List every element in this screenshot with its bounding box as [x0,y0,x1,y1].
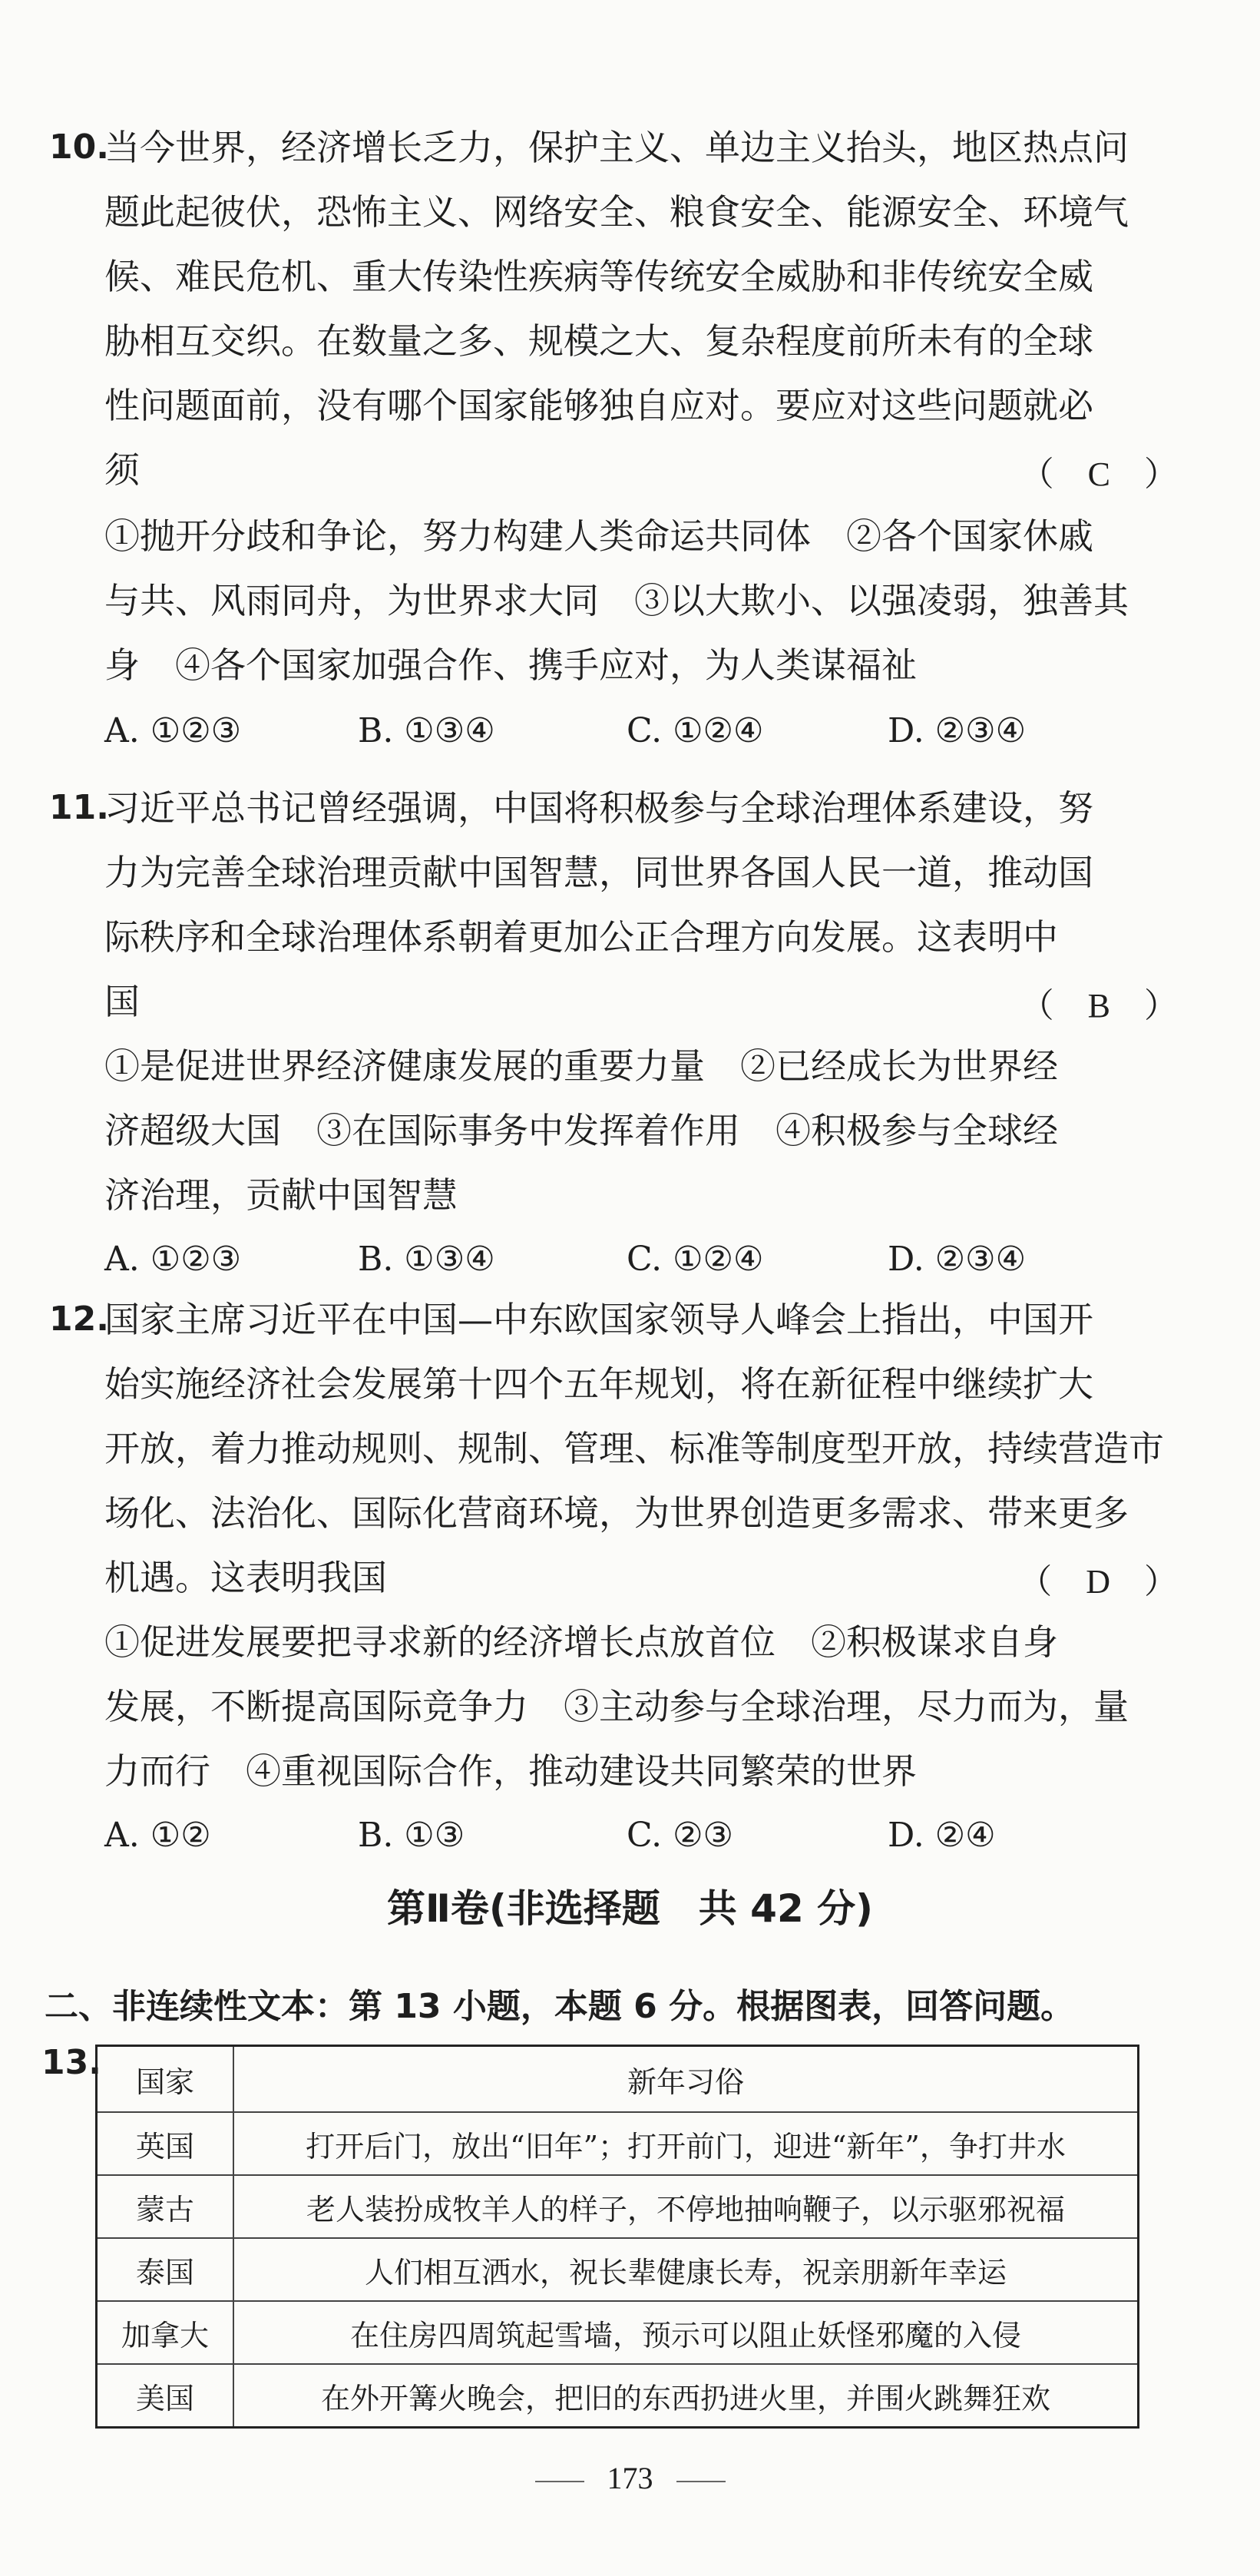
question-text-line: 国家主席习近平在中国—中东欧国家领导人峰会上指出，中国开 [104,1299,1093,1340]
question-10 [49,115,1186,750]
option-a: A. ①②③ [104,711,242,750]
answer-bracket: （ B ） [1020,987,1178,1025]
question-text-line: 胁相互交织。在数量之多、规模之大、复杂程度前所未有的全球 [104,320,1093,362]
statement-line: 身 ④各个国家加强合作、携手应对，为人类谋福祉 [104,644,917,686]
option-c: C. ②③ [627,1816,733,1855]
question-text-line: 当今世界，经济增长乏力，保护主义、单边主义抬头，地区热点问 [104,127,1129,168]
table-cell-country: 泰国 [97,2238,234,2301]
section-title: 第Ⅱ卷(非选择题 共 42 分) [386,1886,874,1931]
question-number: 11. [49,788,109,827]
question-text-line: 开放，着力推动规则、规制、管理、标准等制度型开放，持续营造市 [104,1428,1164,1469]
table-header-custom: 新年习俗 [233,2046,1139,2113]
question-text-line: 国 [104,981,140,1022]
table-header-row [97,2046,1139,2113]
table-cell-custom: 打开后门，放出“旧年”；打开前门，迎进“新年”，争打井水 [233,2112,1139,2175]
options-row [104,699,1210,763]
statement-line: 力而行 ④重视国际合作，推动建设共同繁荣的世界 [104,1750,917,1792]
question-text-line: 力为完善全球治理贡献中国智慧，同世界各国人民一道，推动国 [104,852,1093,893]
answer-bracket: （ C ） [1020,455,1178,493]
option-d: D. ②③④ [888,711,1027,750]
page-footer [0,2460,1260,2496]
option-c: C. ①②④ [627,1240,764,1279]
table-cell-country: 加拿大 [97,2301,234,2364]
question-number: 12. [49,1300,109,1339]
option-b: B. ①③④ [358,1240,495,1279]
question-text-line: 际秩序和全球治理体系朝着更加公正合理方向发展。这表明中 [104,916,1058,958]
option-a: A. ①② [104,1816,211,1855]
question-text-line: 习近平总书记曾经强调，中国将积极参与全球治理体系建设，努 [104,787,1093,829]
table-cell-country: 蒙古 [97,2175,234,2238]
statement-line: ①促进发展要把寻求新的经济增长点放首位 ②积极谋求自身 [104,1621,1058,1663]
footer-dash-left [535,2481,584,2482]
table-row [97,2175,1139,2238]
question-text-line: 机遇。这表明我国 [104,1557,387,1598]
question-number: 10. [49,127,109,167]
statement-line: 济超级大国 ③在国际事务中发挥着作用 ④积极参与全球经 [104,1110,1058,1151]
options-row [104,1803,1210,1868]
table-cell-custom: 老人装扮成牧羊人的样子，不停地抽响鞭子，以示驱邪祝福 [233,2175,1139,2238]
options-row [104,1227,1210,1292]
option-c: C. ①②④ [627,711,764,750]
table-row [97,2301,1139,2364]
statement-line: 发展，不断提高国际竞争力 ③主动参与全球治理，尽力而为，量 [104,1686,1129,1727]
question-text-line: 须 [104,449,140,491]
table-header-country: 国家 [97,2046,234,2113]
statement-line: ①抛开分歧和争论，努力构建人类命运共同体 ②各个国家休戚 [104,515,1093,557]
new-year-customs-table [95,2045,1139,2429]
option-b: B. ①③ [358,1816,465,1855]
table-cell-custom: 在外开篝火晚会，把旧的东西扔进火里，并围火跳舞狂欢 [233,2364,1139,2428]
table-cell-country: 英国 [97,2112,234,2175]
question-text-line: 性问题面前，没有哪个国家能够独自应对。要应对这些问题就必 [104,385,1093,426]
option-b: B. ①③④ [358,711,495,750]
table-cell-country: 美国 [97,2364,234,2428]
part-heading: 二、非连续性文本：第 13 小题，本题 6 分。根据图表，回答问题。 [45,1987,1075,2026]
statement-line: 与共、风雨同舟，为世界求大同 ③以大欺小、以强凌弱，独善其 [104,580,1129,621]
question-text-line: 题此起彼伏，恐怖主义、网络安全、粮食安全、能源安全、环境气 [104,191,1129,233]
statement-line: ①是促进世界经济健康发展的重要力量 ②已经成长为世界经 [104,1045,1058,1087]
question-text-line: 场化、法治化、国际化营商环境，为世界创造更多需求、带来更多 [104,1492,1129,1534]
option-d: D. ②③④ [888,1240,1027,1279]
table-row [97,2238,1139,2301]
table-row [97,2112,1139,2175]
question-text-line: 候、难民危机、重大传染性疾病等传统安全威胁和非传统安全威 [104,256,1093,297]
question-11 [49,776,1186,1279]
option-d: D. ②④ [888,1816,996,1855]
table-cell-custom: 在住房四周筑起雪墙，预示可以阻止妖怪邪魔的入侵 [233,2301,1139,2364]
question-number: 13. [41,2043,101,2082]
statement-line: 济治理，贡献中国智慧 [104,1174,458,1216]
table-row [97,2364,1139,2428]
footer-dash-right [676,2481,726,2482]
question-12 [49,1287,1186,1856]
option-a: A. ①②③ [104,1240,242,1279]
table-cell-custom: 人们相互洒水，祝长辈健康长寿，祝亲朋新年幸运 [233,2238,1139,2301]
question-text-line: 始实施经济社会发展第十四个五年规划，将在新征程中继续扩大 [104,1363,1093,1405]
page-number: 173 [607,2461,653,2495]
answer-bracket: （ D ） [1018,1563,1178,1601]
